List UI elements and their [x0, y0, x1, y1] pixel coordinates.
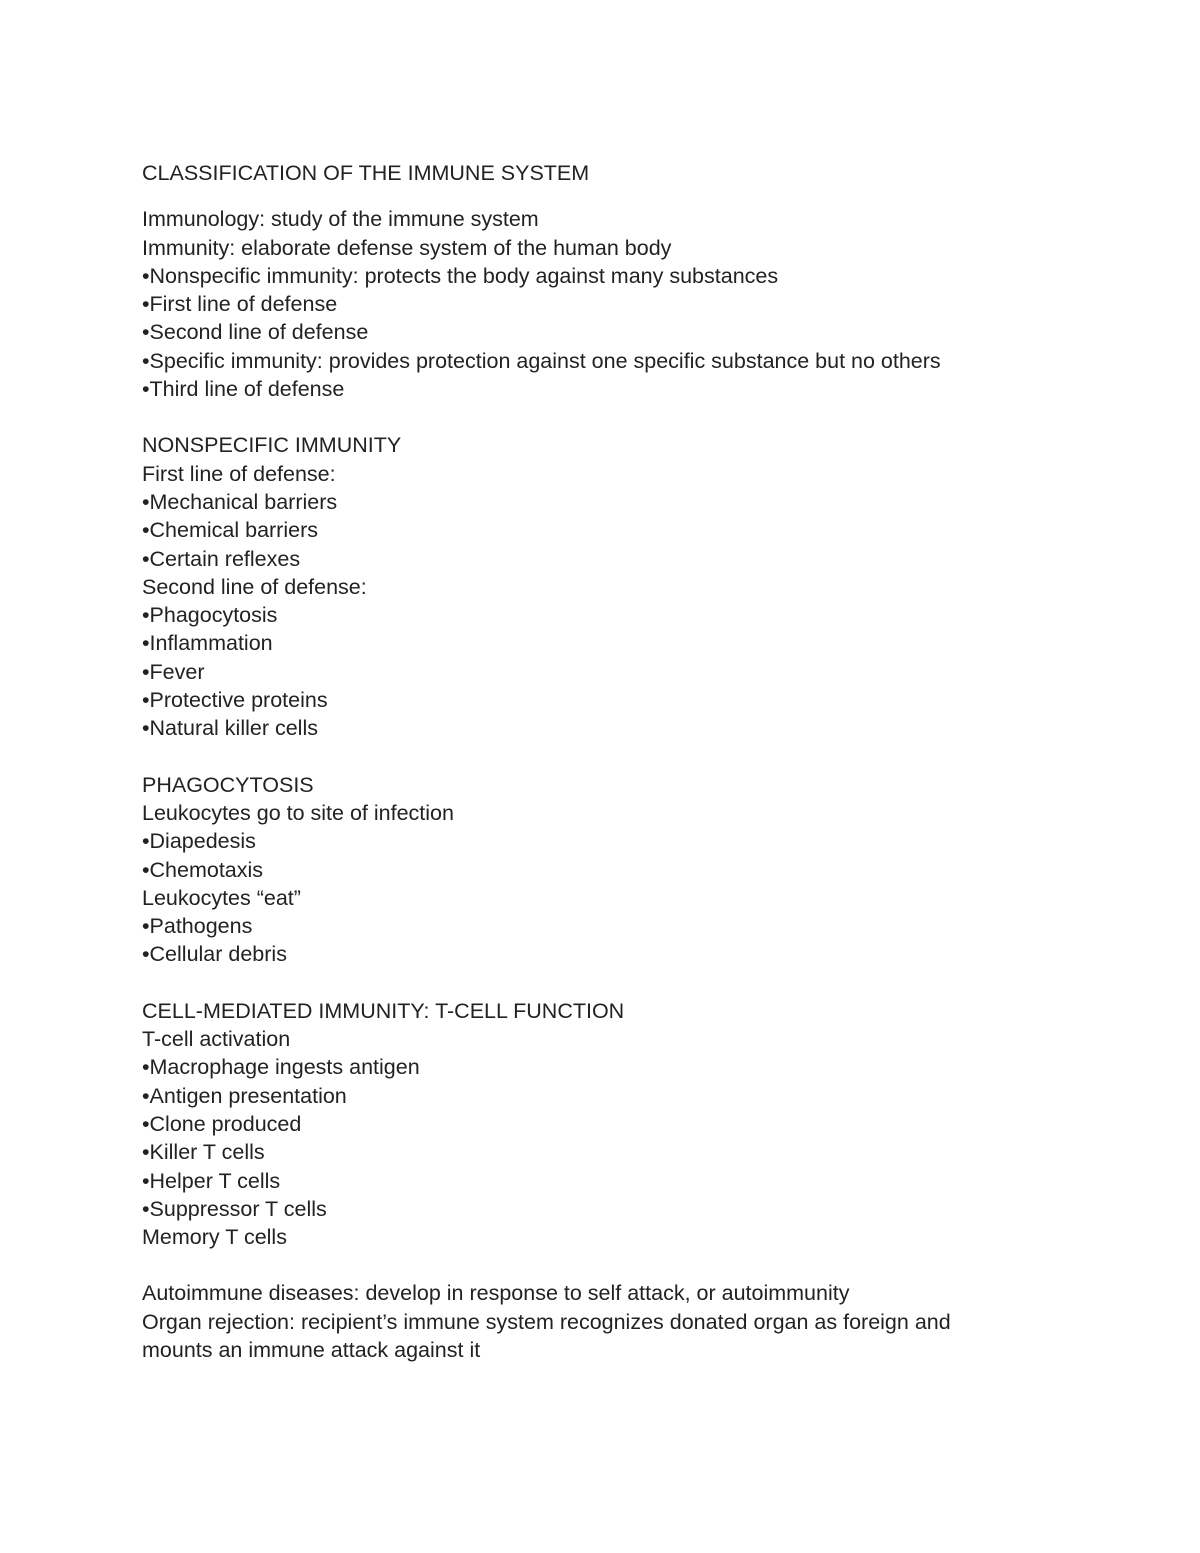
bullet-item: •Chemical barriers: [142, 518, 318, 543]
text-line: T-cell activation: [142, 1027, 291, 1052]
bullet-item: •Natural killer cells: [142, 716, 318, 741]
bullet-item: •First line of defense: [142, 292, 338, 317]
bullet-item: •Fever: [142, 659, 205, 684]
bullet-item: •Cellular debris: [142, 942, 287, 967]
section-phagocytosis: [142, 771, 1042, 969]
bullet-item: •Suppressor T cells: [142, 1196, 327, 1221]
section-classification: [142, 159, 1042, 403]
spacer: [142, 743, 1042, 771]
section-closing: [142, 1279, 1042, 1364]
document-page: [142, 159, 1042, 1364]
section-heading: PHAGOCYTOSIS: [142, 772, 314, 797]
bullet-item: •Nonspecific immunity: protects the body against many substances: [142, 263, 779, 288]
text-line: Second line of defense:: [142, 574, 367, 599]
bullet-item: •Chemotaxis: [142, 857, 264, 882]
section-heading: NONSPECIFIC IMMUNITY: [142, 433, 402, 458]
bullet-item: •Diapedesis: [142, 829, 256, 854]
section-heading: CLASSIFICATION OF THE IMMUNE SYSTEM: [142, 161, 590, 185]
section-cell-mediated: [142, 997, 1042, 1252]
spacer: [142, 187, 1042, 205]
bullet-item: •Third line of defense: [142, 377, 345, 402]
text-line: Immunity: elaborate defense system of the human body: [142, 235, 672, 260]
bullet-item: •Antigen presentation: [142, 1083, 347, 1108]
section-nonspecific: [142, 431, 1042, 742]
bullet-item: •Certain reflexes: [142, 546, 301, 571]
closing-paragraph-autoimmune: Autoimmune diseases: develop in response to self attack, or autoimmunity: [142, 1281, 850, 1306]
bullet-item: •Macrophage ingests antigen: [142, 1055, 420, 1080]
text-line: First line of defense:: [142, 461, 336, 486]
text-line: Leukocytes “eat”: [142, 885, 301, 910]
section-heading: CELL-MEDIATED IMMUNITY: T-CELL FUNCTION: [142, 998, 625, 1023]
spacer: [142, 1251, 1042, 1279]
bullet-item: •Pathogens: [142, 914, 253, 939]
bullet-item: •Mechanical barriers: [142, 489, 338, 514]
bullet-item: •Second line of defense: [142, 320, 369, 345]
bullet-item: •Helper T cells: [142, 1168, 281, 1193]
spacer: [142, 403, 1042, 431]
text-line: Memory T cells: [142, 1225, 287, 1250]
bullet-item: •Phagocytosis: [142, 603, 278, 628]
bullet-item: •Killer T cells: [142, 1140, 265, 1165]
bullet-item: •Specific immunity: provides protection against one specific substance but no others: [142, 348, 941, 373]
bullet-item: •Clone produced: [142, 1111, 302, 1136]
text-line: Immunology: study of the immune system: [142, 207, 539, 232]
closing-paragraph-organ-rejection: Organ rejection: recipient’s immune system recognizes donated organ as foreign and mounts an immune attack against it: [142, 1309, 951, 1362]
bullet-item: •Protective proteins: [142, 688, 328, 713]
text-line: Leukocytes go to site of infection: [142, 800, 454, 825]
spacer: [142, 969, 1042, 997]
bullet-item: •Inflammation: [142, 631, 273, 656]
